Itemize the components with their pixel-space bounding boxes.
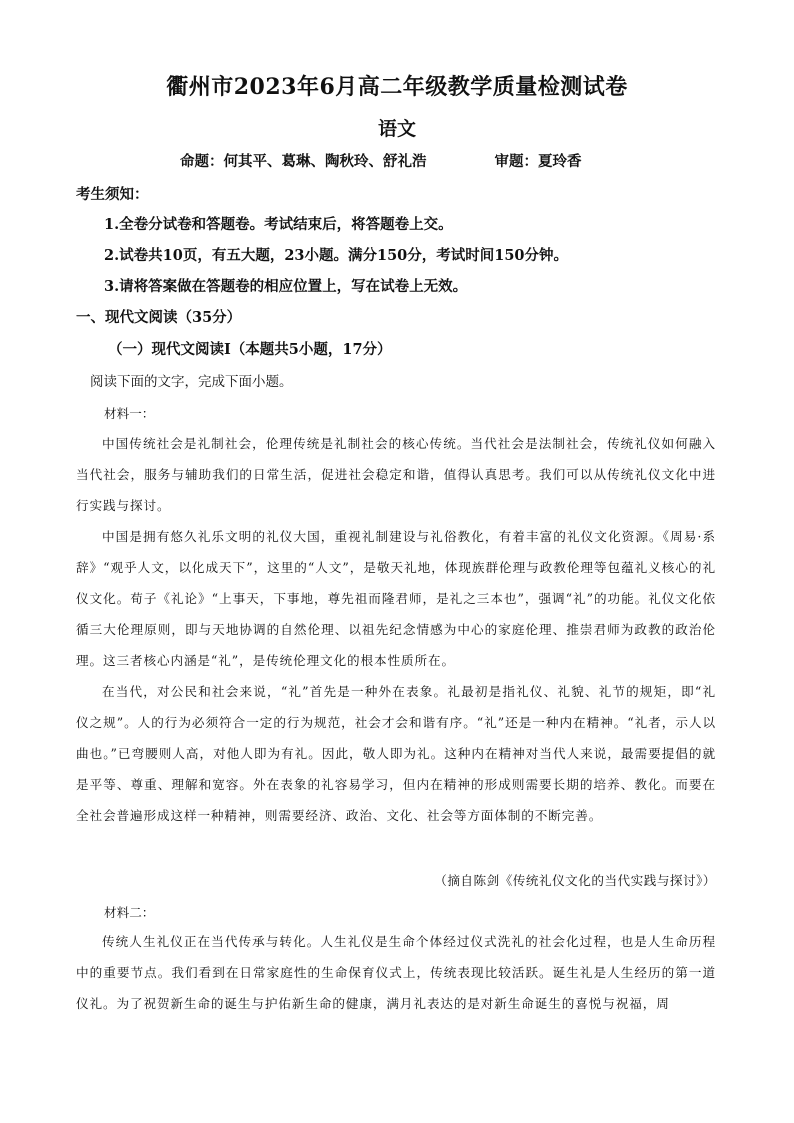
paragraph: 在当代，对公民和社会来说，“礼”首先是一种外在表象。礼最初是指礼仪、礼貌、礼节的规矩，即“礼仪之规”。人的行为必须符合一定的行为规范，社会才会和谐有序。“礼”还是一种内在精神。“礼者，示人以曲也。”已弯腰则人高，对他人即为有礼。因此，敬人即为礼。这种内在精神对当代人来说，最需要提倡的就是平等、尊重、理解和宽容。外在表象的礼容易学习，但内在精神的形成则需要长期的培养、教化。而要在全社会普遍形成这样一种精神，则需要经济、政治、文化、社会等方面体制的不断完善。	[76, 684, 716, 823]
section-heading: 一、现代文阅读（35分）	[76, 309, 242, 326]
reviewer-text: 审题：夏玲香	[494, 153, 582, 170]
paragraph: 中国是拥有悠久礼乐文明的礼仪大国，重视礼制建设与礼俗教化，有着丰富的礼仪文化资源。《周易·系辞》“观乎人文，以化成天下”，这里的“人文”，是敬天礼地，体现族群伦理与政教伦理等包蕴礼义核心的礼仪文化。荀子《礼论》“上事天，下事地，尊先祖而隆君师，是礼之三本也”，强调“礼”的功能。礼仪文化依循三大伦理原则，即与天地协调的自然伦理、以祖先纪念情感为中心的家庭伦理、推崇君师为政教的政治伦理。这三者核心内涵是“礼”，是传统伦理文化的根本性质所在。	[76, 529, 716, 668]
subsection-heading: （一）现代文阅读Ⅰ（本题共5小题，17分）	[108, 341, 392, 358]
material-label: 材料二：	[104, 905, 155, 920]
paragraph: 传统人生礼仪正在当代传承与转化。人生礼仪是生命个体经过仪式洗礼的社会化过程，也是人生命历程中的重要节点。我们看到在日常家庭性的生命保育仪式上，传统表现比较活跃。诞生礼是人生经历的第一道仪礼。为了祝贺新生命的诞生与护佑新生命的健康，满月礼表达的是对新生命诞生的喜悦与祝福，周	[76, 934, 716, 1011]
subject-title: 语文	[377, 118, 416, 140]
reading-instruction: 阅读下面的文字，完成下面小题。	[90, 374, 293, 390]
author-line	[180, 150, 582, 171]
material-source: （摘自陈剑《传统礼仪文化的当代实践与探讨》）	[434, 873, 716, 888]
notice-item: 1.全卷分试卷和答题卷。考试结束后，将答题卷上交。	[104, 216, 453, 233]
paragraph: 中国传统社会是礼制社会，伦理传统是礼制社会的核心传统。当代社会是法制社会，传统礼仪如何融入当代社会，服务与辅助我们的日常生活，促进社会稳定和谐，值得认真思考。我们可以从传统礼仪文化中进行实践与探讨。	[76, 436, 716, 513]
notice-item: 3.请将答案做在答题卷的相应位置上，写在试卷上无效。	[104, 278, 468, 295]
material-label: 材料一：	[104, 406, 155, 421]
notice-heading: 考生须知：	[76, 186, 149, 203]
notice-item: 2.试卷共10页，有五大题，23小题。满分150分，考试时间150分钟。	[104, 247, 569, 264]
authors-text: 命题：何其平、葛琳、陶秋玲、舒礼浩	[180, 153, 427, 170]
exam-title: 衢州市2023年6月高二年级教学质量检测试卷	[166, 74, 628, 100]
